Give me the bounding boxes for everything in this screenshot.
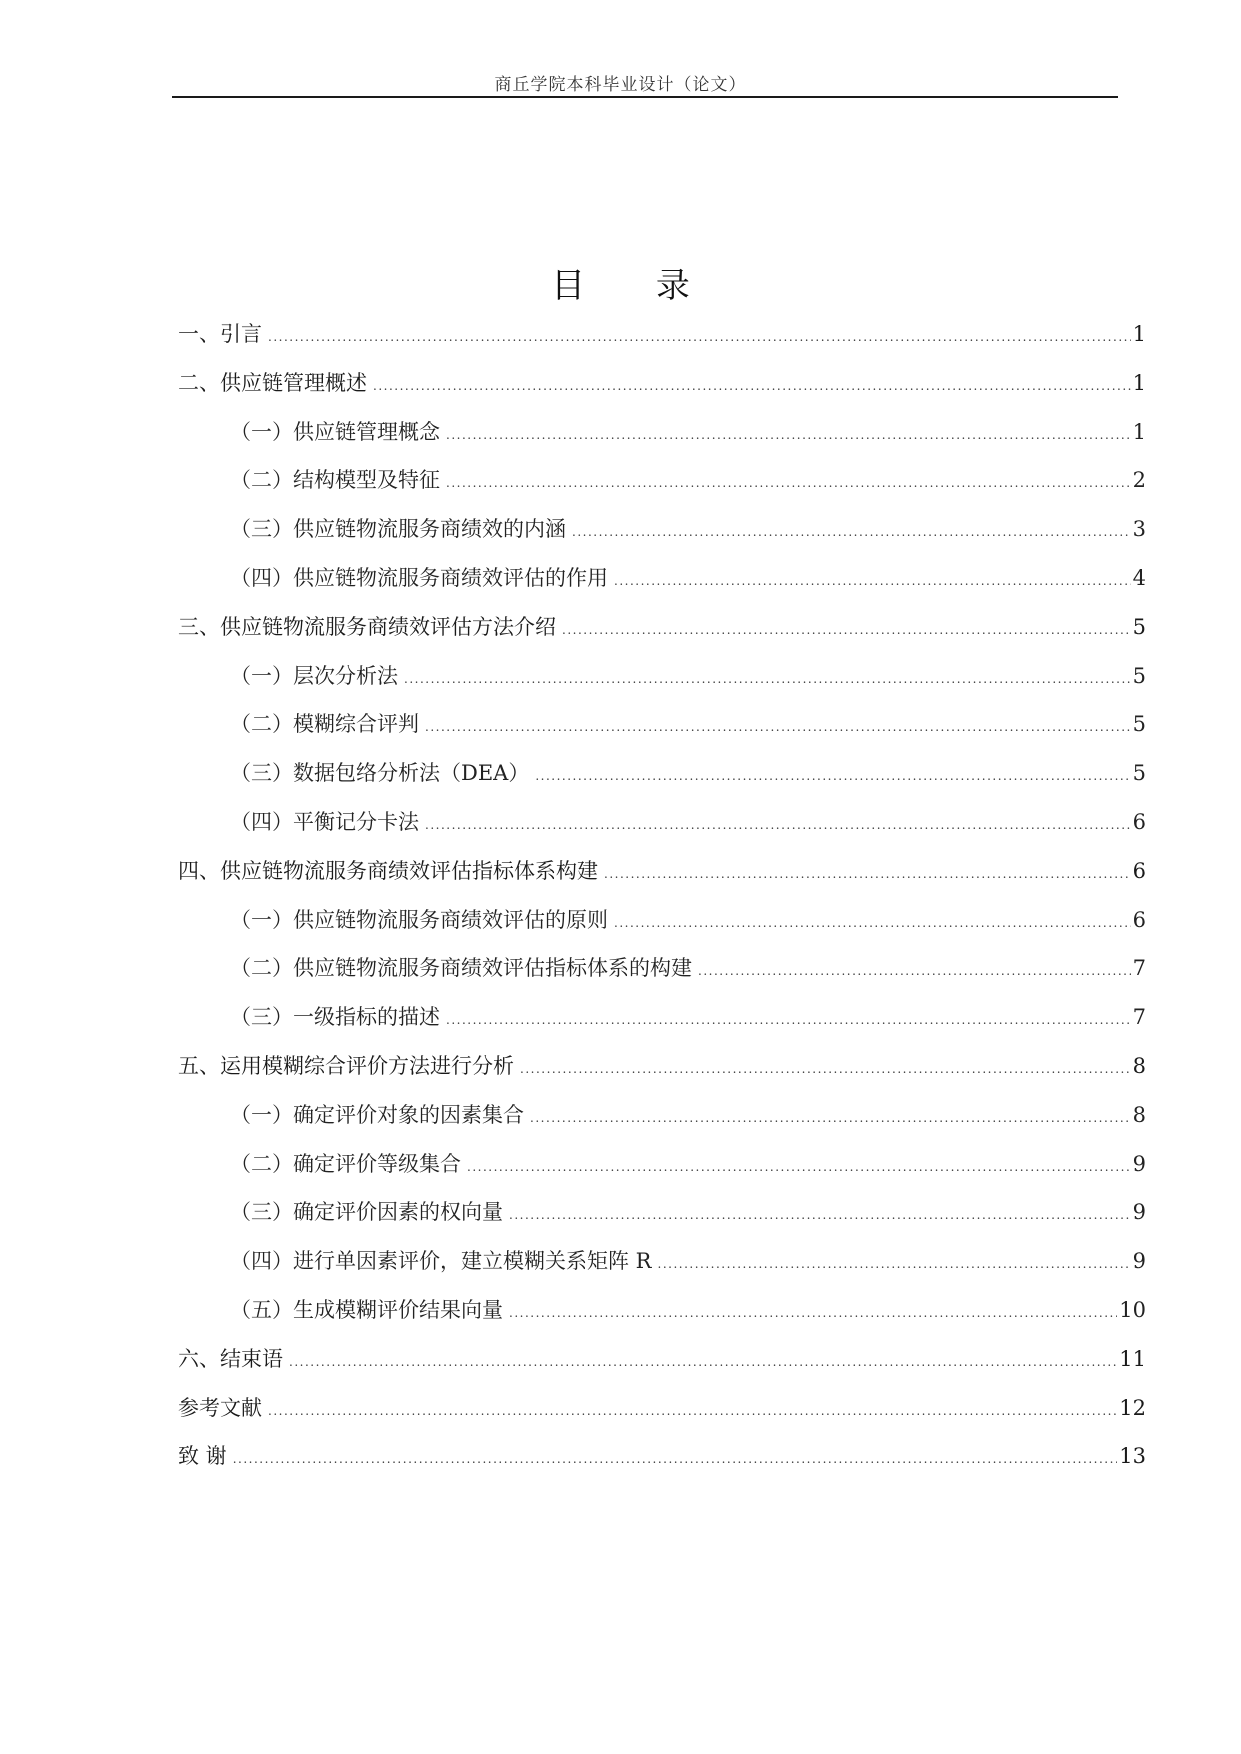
dot-leader <box>467 1160 1131 1174</box>
toc-entry-title: （四）平衡记分卡法 <box>230 809 419 834</box>
dot-leader <box>268 1404 1117 1418</box>
toc-page-number: 6 <box>1132 907 1146 932</box>
toc-entry-title: （二）结构模型及特征 <box>230 468 440 493</box>
toc-page-number: 9 <box>1132 1200 1146 1225</box>
toc-entry[interactable] <box>178 1392 1146 1441</box>
toc-subentry[interactable] <box>178 757 1146 806</box>
toc-entry-title: 致 谢 <box>178 1444 227 1469</box>
toc-entry-title: （五）生成模糊评价结果向量 <box>230 1297 503 1322</box>
toc-subentry[interactable] <box>178 1001 1146 1050</box>
toc-entry-title: 参考文献 <box>178 1395 262 1420</box>
toc-subentry[interactable] <box>178 1099 1146 1148</box>
dot-leader <box>614 916 1131 930</box>
dot-leader <box>233 1452 1118 1466</box>
toc-subentry[interactable] <box>178 806 1146 855</box>
toc-entry[interactable] <box>178 611 1146 660</box>
header-rule <box>172 96 1118 98</box>
toc-subentry[interactable] <box>178 1148 1146 1197</box>
toc-subentry[interactable] <box>178 513 1146 562</box>
toc-page-number: 5 <box>1132 712 1146 737</box>
toc-page-number: 7 <box>1132 1005 1146 1030</box>
toc-page-number: 11 <box>1119 1346 1146 1371</box>
toc-entry-title: （一）供应链物流服务商绩效评估的原则 <box>230 907 608 932</box>
toc-page-number: 10 <box>1119 1297 1146 1322</box>
toc-subentry[interactable] <box>178 660 1146 709</box>
toc-entry[interactable] <box>178 1440 1146 1489</box>
toc-entry[interactable] <box>178 367 1146 416</box>
toc-entry-title: 三、供应链物流服务商绩效评估方法介绍 <box>178 614 556 639</box>
toc-entry[interactable] <box>178 1343 1146 1392</box>
toc-page-number: 6 <box>1132 858 1146 883</box>
toc-page-number: 2 <box>1132 468 1146 493</box>
toc-page-number: 4 <box>1132 565 1146 590</box>
toc-page-number: 5 <box>1132 663 1146 688</box>
toc-entry-title: 五、运用模糊综合评价方法进行分析 <box>178 1053 514 1078</box>
toc-entry-title: 一、引言 <box>178 322 262 346</box>
dot-leader <box>604 867 1131 881</box>
dot-leader <box>373 379 1131 393</box>
table-of-contents <box>178 318 1146 1489</box>
toc-page-number: 9 <box>1132 1249 1146 1274</box>
toc-entry-title: （一）供应链管理概念 <box>230 419 440 444</box>
dot-leader <box>520 1062 1131 1076</box>
toc-entry-title: （三）供应链物流服务商绩效的内涵 <box>230 517 566 542</box>
toc-title: 目 录 <box>551 266 720 306</box>
toc-subentry[interactable] <box>178 1245 1146 1294</box>
toc-page-number: 7 <box>1132 956 1146 981</box>
toc-subentry[interactable] <box>178 1196 1146 1245</box>
toc-page-number: 8 <box>1132 1102 1146 1127</box>
dot-leader <box>289 1355 1117 1369</box>
toc-entry-title: （二）模糊综合评判 <box>230 712 419 737</box>
toc-page-number: 5 <box>1132 614 1146 639</box>
toc-entry-title: 四、供应链物流服务商绩效评估指标体系构建 <box>178 858 598 883</box>
dot-leader <box>614 574 1131 588</box>
dot-leader <box>530 1111 1131 1125</box>
toc-subentry[interactable] <box>178 464 1146 513</box>
toc-entry[interactable] <box>178 1050 1146 1099</box>
toc-page-number: 13 <box>1119 1444 1146 1469</box>
dot-leader <box>446 1013 1131 1027</box>
toc-page-number: 6 <box>1132 809 1146 834</box>
toc-page-number: 12 <box>1119 1395 1146 1420</box>
toc-page-number: 9 <box>1132 1151 1146 1176</box>
toc-page-number: 1 <box>1132 419 1146 444</box>
toc-entry-title: （一）层次分析法 <box>230 663 398 688</box>
toc-entry-title: （三）数据包络分析法（DEA） <box>230 761 530 786</box>
dot-leader <box>535 769 1130 783</box>
toc-entry-title: （一）确定评价对象的因素集合 <box>230 1102 524 1127</box>
toc-entry-title: （二）确定评价等级集合 <box>230 1151 461 1176</box>
toc-page-number: 1 <box>1132 322 1146 346</box>
dot-leader <box>572 525 1131 539</box>
toc-subentry[interactable] <box>178 904 1146 953</box>
dot-leader <box>425 720 1131 734</box>
toc-entry[interactable] <box>178 855 1146 904</box>
toc-entry-title: （四）供应链物流服务商绩效评估的作用 <box>230 565 608 590</box>
toc-subentry[interactable] <box>178 1294 1146 1343</box>
dot-leader <box>509 1208 1131 1222</box>
dot-leader <box>446 428 1131 442</box>
toc-entry-title: 二、供应链管理概述 <box>178 370 367 395</box>
dot-leader <box>268 330 1131 344</box>
dot-leader <box>658 1257 1131 1271</box>
toc-subentry[interactable] <box>178 952 1146 1001</box>
toc-entry-title: （三）确定评价因素的权向量 <box>230 1200 503 1225</box>
running-header: 商丘学院本科毕业设计（论文） <box>494 75 747 95</box>
dot-leader <box>698 964 1131 978</box>
dot-leader <box>562 623 1131 637</box>
toc-page-number: 5 <box>1132 761 1146 786</box>
toc-page-number: 3 <box>1132 517 1146 542</box>
toc-subentry[interactable] <box>178 562 1146 611</box>
toc-entry[interactable] <box>178 318 1146 367</box>
toc-entry-title: 六、结束语 <box>178 1346 283 1371</box>
dot-leader <box>425 818 1131 832</box>
toc-subentry[interactable] <box>178 708 1146 757</box>
toc-entry-title: （三）一级指标的描述 <box>230 1005 440 1030</box>
toc-entry-title: （四）进行单因素评价，建立模糊关系矩阵 R <box>230 1249 652 1274</box>
toc-subentry[interactable] <box>178 416 1146 465</box>
toc-page-number: 1 <box>1132 370 1146 395</box>
toc-page-number: 8 <box>1132 1053 1146 1078</box>
toc-entry-title: （二）供应链物流服务商绩效评估指标体系的构建 <box>230 956 692 981</box>
dot-leader <box>404 672 1131 686</box>
dot-leader <box>446 476 1131 490</box>
dot-leader <box>509 1306 1117 1320</box>
